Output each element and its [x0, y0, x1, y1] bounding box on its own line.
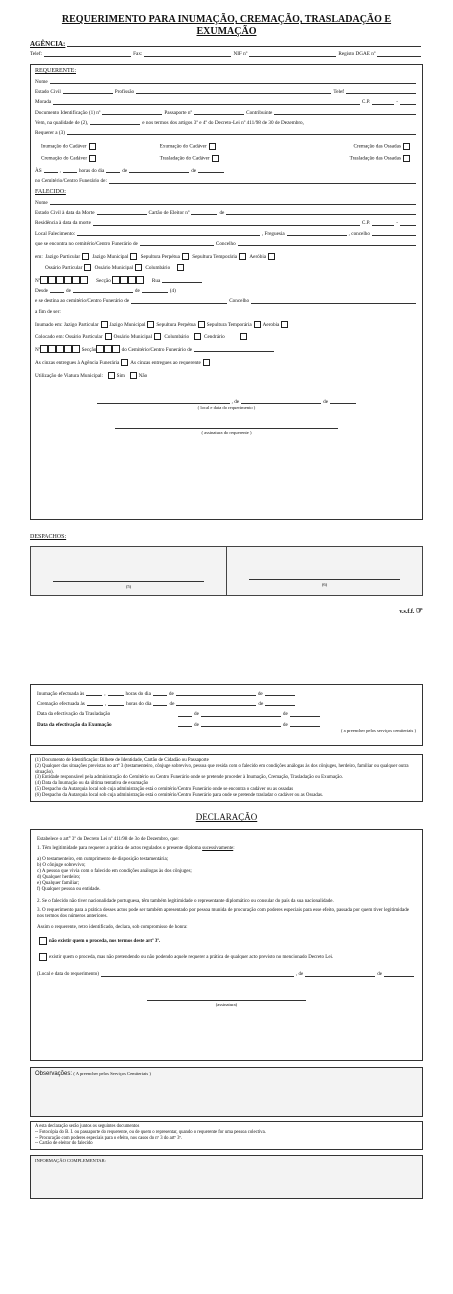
- informacao-complementar-box[interactable]: INFORMAÇÃO COMPLEMENTAR:: [30, 1155, 423, 1199]
- requerente-doc-row: Documento Identificação (1) nº Passaporte nº Contribuinte: [35, 110, 418, 116]
- requerente-cp2-field[interactable]: [400, 100, 416, 105]
- requerente-telef-field[interactable]: [346, 89, 416, 94]
- requerente-doc-field[interactable]: [102, 110, 162, 115]
- colocado-ossario-particular-checkbox[interactable]: [105, 333, 112, 340]
- colocado-columbario-checkbox[interactable]: [194, 333, 201, 340]
- efectivacao-box: Inumação efectuada às , horas do dia de de Cremação efectuada às , horas do dia de de Data da efectivação da Trasladação de de Data da efectivação da Exumação de de ( a preencher pelos serviços cemiteriais ): [30, 684, 423, 746]
- desde-dia-field[interactable]: [50, 288, 64, 293]
- footnotes-box: [30, 754, 423, 802]
- footnote-1: (1) Documento de Identificação: Bilhete de Identidade, Cartão de Cidadão ou Passaporte: [35, 758, 209, 763]
- requer-options-row-2: Cremação do Cadáver Trasladação do Cadáver Trasladação das Ossadas: [35, 155, 418, 162]
- cemiterio-field[interactable]: [109, 179, 416, 184]
- falecido-cp2-field[interactable]: [400, 221, 416, 226]
- falecido-destina-row: e se destina ao cemitério/Centro Funerário de Concelho: [35, 298, 418, 304]
- inumado-aerobia-checkbox[interactable]: [281, 321, 288, 328]
- sepultura-temporaria-checkbox[interactable]: [239, 253, 246, 260]
- existir-checkbox[interactable]: [39, 953, 47, 961]
- requerente-contribuinte-field[interactable]: [274, 110, 416, 115]
- form-title: REQUERIMENTO PARA INUMAÇÃO, CREMAÇÃO, TRASLADAÇÃO E EXUMAÇÃO: [61, 14, 392, 37]
- ossario-particular-checkbox[interactable]: [84, 264, 91, 271]
- requerente-qualidade-field[interactable]: [90, 120, 140, 125]
- cremacao-cadaver-checkbox[interactable]: [89, 155, 96, 162]
- jazigo-municipal-checkbox[interactable]: [130, 253, 137, 260]
- form-page: [0, 14, 453, 1294]
- cremacao-dia-field[interactable]: [153, 701, 167, 706]
- encontra-cemiterio-field[interactable]: [140, 241, 214, 246]
- aerobia-checkbox[interactable]: [268, 253, 275, 260]
- declaracao-assinatura-field[interactable]: [147, 1000, 306, 1001]
- inumado-jazigo-particular-checkbox[interactable]: [101, 321, 108, 328]
- requerente-morada-field[interactable]: [53, 100, 360, 105]
- colocado-row: Colocado em: Ossário Particular Ossário Municipal Columbário Cendrário: [35, 333, 418, 340]
- falecido-numero-row: Nº Secção Rua: [35, 276, 418, 284]
- data-requerimento-ano-field[interactable]: [330, 399, 356, 404]
- cartao-eleitor-field[interactable]: [191, 210, 217, 215]
- despachos-heading: DESPACHOS:: [30, 533, 67, 540]
- destina-cemiterio-field[interactable]: [131, 299, 227, 304]
- agencia-field[interactable]: [67, 42, 421, 47]
- inumado-sepultura-perpetua-checkbox[interactable]: [198, 321, 205, 328]
- requerente-estado-row: Estado Civil Profissão Telef: [35, 89, 418, 95]
- colocado-cendrario-checkbox[interactable]: [240, 333, 247, 340]
- inumacao-cadaver-checkbox[interactable]: [89, 143, 96, 150]
- columbario-checkbox[interactable]: [177, 264, 184, 271]
- declaracao-heading: DECLARAÇÃO: [195, 812, 258, 823]
- despacho-6-cell[interactable]: (6): [227, 547, 422, 595]
- requerente-requer-row: Requerer a (3): [35, 130, 418, 136]
- colocado-cemiterio-field[interactable]: [194, 347, 274, 352]
- inumacao-mes-field[interactable]: [176, 691, 256, 696]
- inumacao-min-field[interactable]: [108, 691, 124, 696]
- cinzas-requerente-checkbox[interactable]: [203, 359, 210, 366]
- requerente-qualidade-row: Vem, na qualidade de (2), e nos termos dos artigos 3º e 4º do Decreto-Lei nº 411/98 de 30 de Dezembro,: [35, 119, 304, 126]
- agencia-label: AGÊNCIA:: [30, 40, 66, 48]
- declaracao-mes-field[interactable]: [305, 972, 375, 977]
- falecido-desde-row: Desde de de (4): [35, 288, 176, 295]
- observacoes-box[interactable]: Observações: ( A preencher pelos Serviços Cemiteriais ): [30, 1067, 423, 1117]
- agencia-row: [30, 40, 423, 48]
- footnote-6: (6) Despacho da Autarquia local sob cuja administração está o cemitério/Centro Funerário para onde se pretende trasladar o cadáver ou as Ossadas.: [35, 792, 324, 798]
- trasladacao-ano-field[interactable]: [290, 712, 320, 717]
- cinzas-row: As cinzas entregues à Agência Funerária As cinzas entregues ao requerente: [35, 359, 418, 366]
- agencia-fax-field[interactable]: [144, 52, 231, 57]
- inumacao-hora-field[interactable]: [86, 691, 102, 696]
- vsff-note: v.s.f.f. ☞: [399, 605, 423, 615]
- dia-field[interactable]: [106, 168, 120, 173]
- cremacao-mes-field[interactable]: [176, 701, 256, 706]
- despacho-5-cell[interactable]: (5): [31, 547, 227, 595]
- declaracao-box: Estabelece o art° 3º do Decreto Lei nº 411/98 de 3o de Dezembro, que: 1. Têm legitimidade para requerer a prática de actos regulados o presente diploma sucessivamente: a) O testamenteiro, em cumprimento de disposição testamentária; b) O cônjuge sobrevivo; c) A pessoa que vivia com o falecido em condições análogas às dos cônjuges; d) Qualquer herdeiro; e) Qualquer familiar; f) Qualquer pessoa ou entidade. 2. Se o falecido não tiver nacionalidade portuguesa, têm também legitimidade o representante diplomático ou consular do país da sua nacionalidade. 3. O requerimento para a prática desses actos pode ser também apresentado por pessoa munida de procuração com poderes especiais para esse efeito, passada por quem tiver legitimidade nos termos dos números anteriores. Assim o requerente, retro identificado, declara, sob compromisso de honra: não existir quem o proceda, nos termos deste artº 3º. existir quem o proceda, mas não pretendendo ou não podendo aquele requerer a prática de qualquer acto previsto no mencionado Decreto Lei. (Local e data do requerimento) , de de (assinatura): [30, 829, 423, 1061]
- residencia-field[interactable]: [93, 221, 360, 226]
- cremacao-ano-field[interactable]: [265, 701, 295, 706]
- falecido-residencia-row: Residência à data da morte C.P. -: [35, 220, 418, 226]
- falecido-estado-row: Estado Civil à data da Morte Cartão de Eleitor nº de: [35, 210, 418, 216]
- inumado-sepultura-temporaria-checkbox[interactable]: [254, 321, 261, 328]
- falecido-heading: FALECIDO:: [35, 188, 66, 195]
- ano-field[interactable]: [198, 168, 224, 173]
- footnote-2: (2) Qualquer das situações previstas no artº 3 (testamenteiro, cônjuge sobrevivo, pessoa que resida com o falecido em condições análogas às dos cônjuges, herdeiro, familiar ou qualquer outra situação).: [35, 763, 409, 775]
- inumado-row: Inumado em: Jazigo Particular Jazigo Municipal Sepultura Perpétua Sepultura Temporária Aerobia: [35, 321, 418, 328]
- exumacao-ano-field[interactable]: [290, 722, 320, 727]
- signature-block-1: , de de ( local e data do requerimento ) ( assinatura do requerente ): [95, 399, 358, 436]
- colocado-numero-row: Nº Secção do Cemitério/Centro Funerário de: [35, 345, 418, 353]
- pointing-hand-icon: ☞: [415, 605, 423, 615]
- requerente-cemiterio-row: no Cemitério/Centro Funerário de:: [35, 178, 418, 184]
- despachos-box: [30, 546, 423, 596]
- desde-mes-field[interactable]: [73, 288, 133, 293]
- colocado-ossario-municipal-checkbox[interactable]: [154, 333, 161, 340]
- hora-field[interactable]: [44, 168, 58, 173]
- cremacao-min-field[interactable]: [108, 701, 124, 706]
- falecido-cp-field[interactable]: [372, 221, 394, 226]
- agencia-contacts-row: Telef: Fax: NIF nº Registo DGAE nº: [30, 51, 423, 57]
- inumacao-ano-field[interactable]: [265, 691, 295, 696]
- agencia-registo-field[interactable]: [377, 52, 421, 57]
- viatura-row: Utilização de Viatura Municipal: Sim Não: [35, 372, 148, 379]
- declaracao-assim: Assim o requerente, retro identificado, declara, sob compromisso de honra:: [37, 925, 188, 931]
- destina-concelho-field[interactable]: [251, 299, 416, 304]
- requerente-nome-field[interactable]: [50, 79, 416, 84]
- sepultura-perpetua-checkbox[interactable]: [182, 253, 189, 260]
- local-requerimento-field[interactable]: [97, 399, 230, 404]
- inumacao-dia-field[interactable]: [153, 691, 167, 696]
- falecido-nome-field[interactable]: [50, 200, 416, 205]
- trasladacao-ossadas-checkbox[interactable]: [403, 155, 410, 162]
- concelho-field[interactable]: [372, 231, 416, 236]
- falecido-encontra-row: que se encontra no cemitério/Centro Funerário de Concelho: [35, 241, 418, 247]
- footnote-3: (3) Entidade responsável pela administração do Cemitério ou Centro Funerário onde se pretende proceder à Inumação, Cremação, Trasladação ou Exumação.: [35, 775, 343, 781]
- trasladacao-mes-field[interactable]: [201, 712, 281, 717]
- declaracao-ano-field[interactable]: [384, 972, 414, 977]
- cinzas-agencia-checkbox[interactable]: [121, 359, 128, 366]
- requerente-passaporte-field[interactable]: [194, 110, 244, 115]
- agencia-nif-field[interactable]: [249, 52, 336, 57]
- seccao-boxes[interactable]: [112, 276, 144, 284]
- inumado-jazigo-municipal-checkbox[interactable]: [147, 321, 154, 328]
- encontra-concelho-field[interactable]: [238, 241, 416, 246]
- falecido-fim-row: a fim de ser:: [35, 308, 61, 315]
- minuto-field[interactable]: [63, 168, 77, 173]
- declaracao-local-field[interactable]: [101, 972, 294, 977]
- falecido-local-row: Local Falecimento: , Freguesia , concelho: [35, 231, 418, 237]
- assinatura-requerente-field[interactable]: [115, 428, 338, 429]
- freguesia-field[interactable]: [287, 231, 347, 236]
- numero-boxes[interactable]: [40, 276, 88, 284]
- exumacao-dia-field[interactable]: [178, 722, 192, 727]
- requerente-falecido-box: [30, 64, 423, 520]
- declaracao-p1: 1. Têm legitimidade para requerer a prática de actos regulados o presente diploma sucessivamente:: [37, 846, 235, 852]
- falecido-nome-row: Nome: [35, 200, 418, 206]
- exumacao-cadaver-checkbox[interactable]: [209, 143, 216, 150]
- requerente-nome-row: Nome: [35, 79, 418, 85]
- documentos-box: A esta declaração serão juntos os seguintes documentos -- Fotocópia do B. I. ou passaporte do requerente, ou de quem o representar, quando o requerente for uma pessoa colectiva. -- Procuração com poderes especiais para o efeito, nos casos do nº 3 do artº 3º. -- Cartão de eleitor do falecido: [30, 1121, 423, 1150]
- requerente-morada-row: Morada C.P. -: [35, 99, 418, 105]
- rua-field[interactable]: [162, 278, 202, 283]
- trasladacao-dia-field[interactable]: [178, 712, 192, 717]
- desde-ano-field[interactable]: [142, 288, 168, 293]
- declaracao-p2: 2. Se o falecido não tiver nacionalidade portuguesa, têm também legitimidade o representante diplomático ou consular do país da sua nacionalidade.: [37, 899, 334, 905]
- falecido-em-row: em: Jazigo Particular Jazigo Municipal Sepultura Perpétua Sepultura Temporária Aeróbia: [35, 253, 418, 260]
- requerente-heading: REQUERENTE:: [35, 67, 76, 74]
- requerente-hora-row: ÀS , horas do dia de de: [35, 168, 418, 174]
- cremacao-hora-field[interactable]: [87, 701, 103, 706]
- falecido-estado-field[interactable]: [97, 210, 147, 215]
- local-falecimento-field[interactable]: [77, 231, 260, 236]
- falecido-ossario-row: Ossário Particular Ossário Municipal Columbário: [35, 264, 418, 271]
- requerente-cp-field[interactable]: [372, 100, 394, 105]
- cremacao-ossadas-checkbox[interactable]: [403, 143, 410, 150]
- requerente-estado-field[interactable]: [63, 89, 113, 94]
- nao-existir-checkbox[interactable]: [39, 937, 47, 945]
- declaracao-intro: Estabelece o art° 3º do Decreto Lei nº 411/98 de 3o de Dezembro, que:: [37, 837, 179, 843]
- requer-options-row-1: Inumação do Cadáver Exumação do Cadáver Cremação das Ossadas: [35, 143, 418, 150]
- viatura-nao-checkbox[interactable]: [130, 372, 137, 379]
- colocado-numero-boxes[interactable]: [40, 345, 80, 353]
- viatura-sim-checkbox[interactable]: [108, 372, 115, 379]
- footnote-4: (4) Data da Inumação ou da última tentativa de exumação: [35, 781, 149, 787]
- cartao-eleitor-de-field[interactable]: [226, 210, 416, 215]
- requerente-requer-field[interactable]: [67, 130, 416, 135]
- footnote-5: (5) Despacho da Autarquia local sob cuja administração está o cemitério/Centro Funerário onde se encontra o cadáver ou as ossadas: [35, 786, 294, 792]
- trasladacao-cadaver-checkbox[interactable]: [212, 155, 219, 162]
- exumacao-mes-field[interactable]: [201, 722, 281, 727]
- jazigo-particular-checkbox[interactable]: [82, 253, 89, 260]
- requerente-profissao-field[interactable]: [136, 89, 331, 94]
- declaracao-p3: 3. O requerimento para a prática desses actos pode ser também apresentado por pessoa munida de procuração com poderes especiais para esse efeito, passada por quem tiver legitimidade nos termos dos números anteriores.: [37, 908, 409, 920]
- mes-field[interactable]: [129, 168, 189, 173]
- colocado-seccao-boxes[interactable]: [96, 345, 120, 353]
- data-requerimento-mes-field[interactable]: [241, 399, 321, 404]
- agencia-telef-field[interactable]: [44, 52, 131, 57]
- ossario-municipal-checkbox[interactable]: [135, 264, 142, 271]
- legitimidade-list: a) O testamenteiro, em cumprimento de disposição testamentária; b) O cônjuge sobrevivo; c) A pessoa que vivia com o falecido em condições análogas às dos cônjuges; d) Qualquer herdeiro; e) Qualquer familiar; f) Qualquer pessoa ou entidade.: [37, 857, 192, 893]
